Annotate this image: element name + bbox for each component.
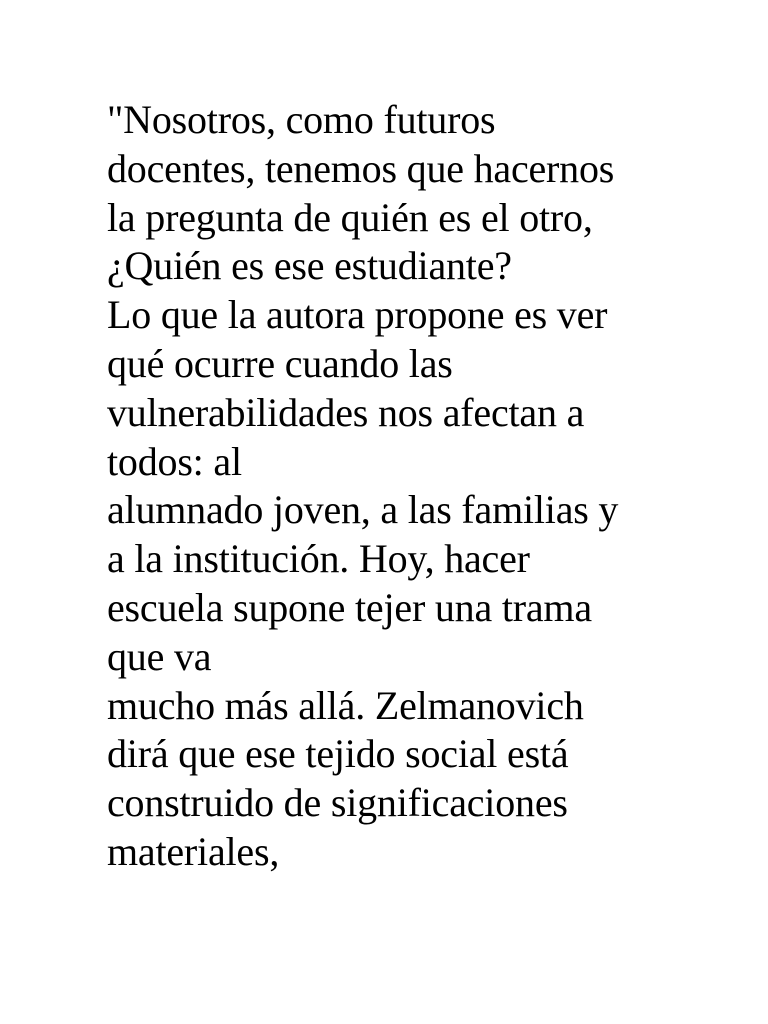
text-line: ¿Quién es ese estudiante? [107,243,512,289]
text-line: "Nosotros, como futuros [107,97,496,142]
text-line: alumnado joven, a las familias y [107,487,619,533]
text-line: todos: al [107,438,242,484]
text-line: a la institución. Hoy, hacer [107,536,530,582]
text-line: escuela supone tejer una trama [107,584,592,630]
text-line: mucho más allá. Zelmanovich [107,682,584,728]
document-text [107,96,707,877]
text-line: docentes, tenemos que hacernos [107,145,615,191]
text-line: que va [107,633,212,679]
text-line: materiales, [107,828,280,874]
text-line: construido de significaciones [107,780,568,826]
text-line: dirá que ese tejido social está [107,731,569,777]
text-line: qué ocurre cuando las [107,340,453,386]
text-line: Lo que la autora propone es ver [107,292,608,338]
text-line: la pregunta de quién es el otro, [107,194,593,240]
text-line: vulnerabilidades nos afectan a [107,389,585,435]
